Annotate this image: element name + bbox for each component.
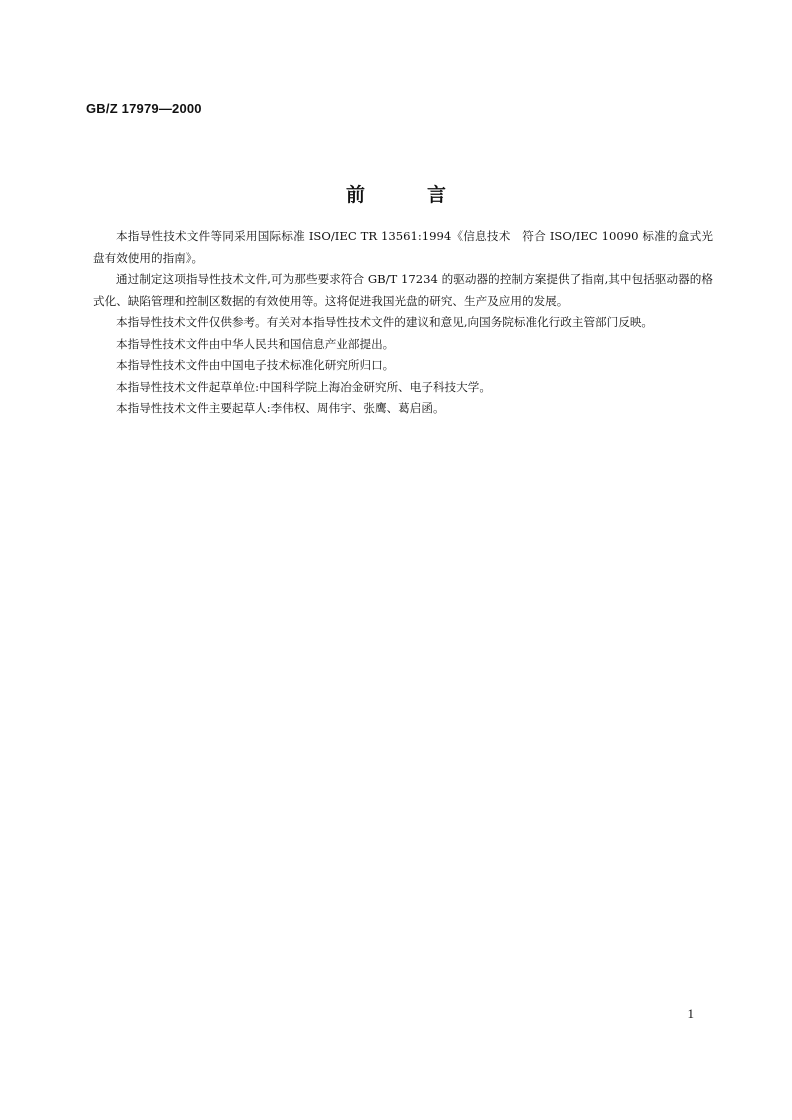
paragraph: 本指导性技术文件由中华人民共和国信息产业部提出。 [116, 336, 395, 351]
paragraph: 本指导性技术文件仅供参考。有关对本指导性技术文件的建议和意见,向国务院标准化行政主管部门反映。 [116, 315, 654, 329]
paragraph: 本指导性技术文件等同采用国际标准 ISO/IEC TR 13561:1994《信息技术 符合 ISO/IEC 10090 标准的盒式光盘有效使用的指南》。 [93, 229, 713, 265]
paragraph: 本指导性技术文件由中国电子技术标准化研究所归口。 [116, 358, 395, 372]
page-number: 1 [687, 1006, 694, 1021]
foreword-body [93, 226, 713, 420]
section-heading: 前言 [345, 184, 508, 206]
document-code: GB/Z 17979—2000 [86, 101, 202, 116]
paragraph: 通过制定这项指导性技术文件,可为那些要求符合 GB/T 17234 的驱动器的控制方案提供了指南,其中包括驱动器的格式化、缺陷管理和控制区数据的有效使用等。这将促进我国光盘的研究、生产及应用的发展。 [93, 272, 713, 308]
paragraph: 本指导性技术文件主要起草人:李伟权、周伟宇、张鹰、葛启函。 [116, 401, 445, 415]
paragraph: 本指导性技术文件起草单位:中国科学院上海冶金研究所、电子科技大学。 [116, 379, 491, 394]
